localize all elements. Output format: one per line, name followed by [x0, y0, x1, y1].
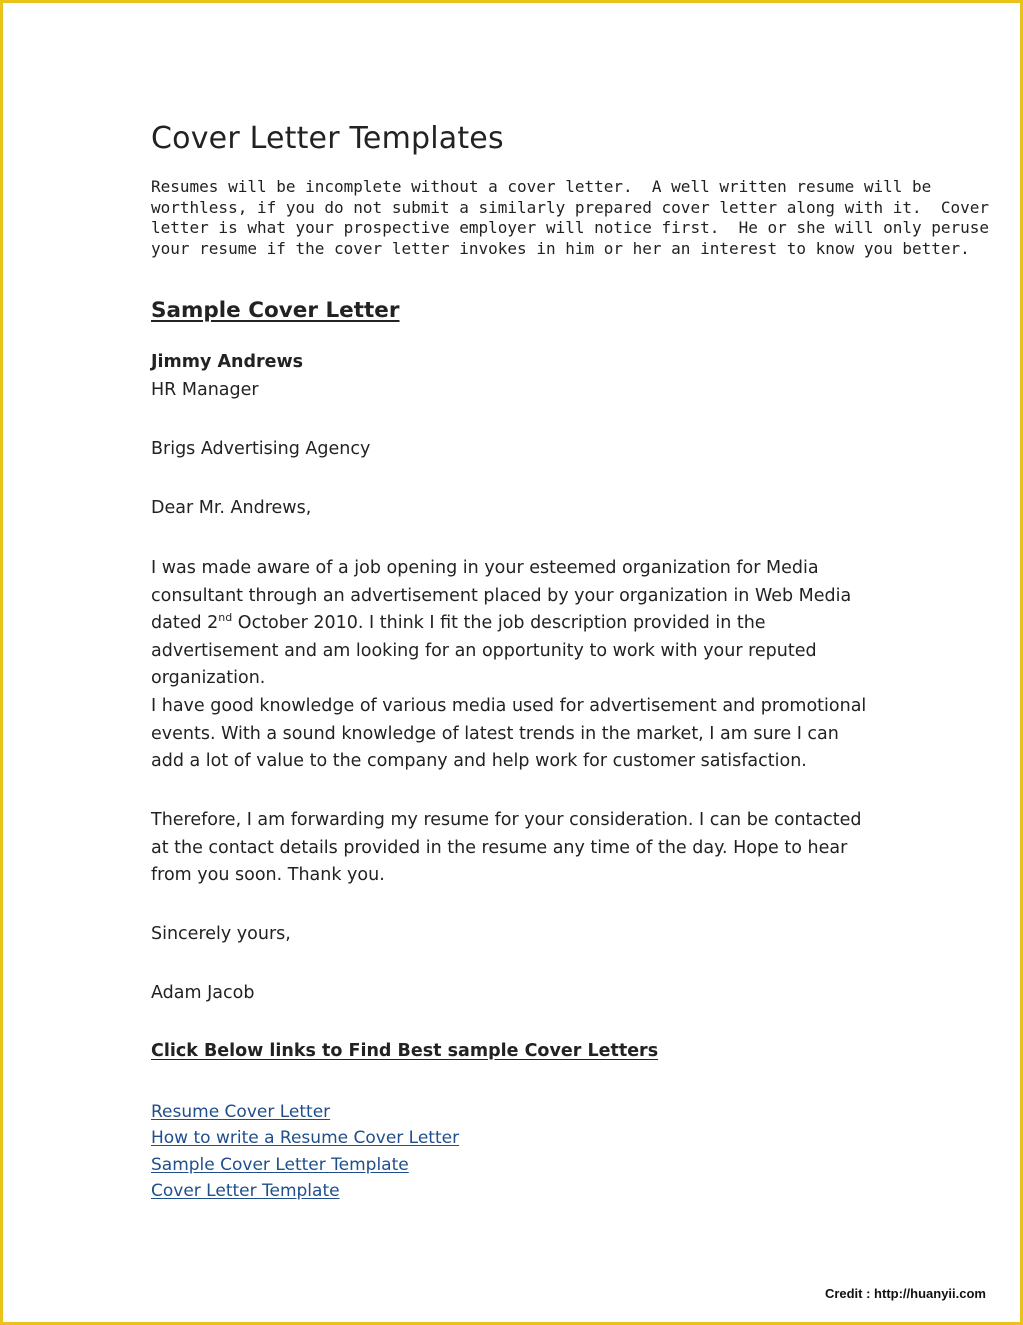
body-line: Therefore, I am forwarding my resume for your consideration. I can be contacted — [151, 810, 862, 830]
body-line: events. With a sound knowledge of latest trends in the market, I am sure I can — [151, 723, 839, 744]
link-resume-cover-letter[interactable]: Resume Cover Letter — [151, 1102, 331, 1122]
watermark — [45, 1269, 205, 1283]
list-item — [151, 1152, 459, 1178]
body-text: October 2010. I think I fit the job description provided in the — [232, 613, 766, 634]
body-line: advertisement and am looking for an opportunity to work with your reputed — [151, 640, 817, 661]
body-text: dated 2 — [151, 613, 219, 634]
body-line: from you soon. Thank you. — [151, 865, 385, 886]
body-line: I have good knowledge of various media used for advertisement and promotional — [151, 695, 867, 716]
intro-line: worthless, if you do not submit a similarly prepared cover letter along with it. Cover — [151, 197, 990, 217]
list-item — [151, 1099, 459, 1125]
body-paragraph-2 — [151, 807, 862, 890]
body-line: organization. — [151, 668, 266, 689]
link-cover-letter-template[interactable]: Cover Letter Template — [151, 1180, 340, 1201]
body-line — [151, 610, 866, 638]
recipient-name: Jimmy Andrews — [151, 352, 304, 372]
list-item — [151, 1125, 459, 1151]
company-name: Brigs Advertising Agency — [151, 439, 371, 459]
link-how-to-write-resume-cover-letter[interactable]: How to write a Resume Cover Letter — [151, 1128, 460, 1149]
link-sample-cover-letter-template[interactable]: Sample Cover Letter Template — [151, 1154, 409, 1175]
recipient-title: HR Manager — [151, 380, 259, 400]
closing: Sincerely yours, — [151, 924, 291, 944]
section-title: Sample Cover Letter — [151, 298, 400, 323]
body-line: add a lot of value to the company and help work for customer satisfaction. — [151, 751, 807, 772]
intro-line: your resume if the cover letter invokes in him or her an interest to know you better. — [151, 238, 970, 258]
intro-line: letter is what your prospective employer will notice first. He or she will only peruse — [151, 218, 990, 237]
links-heading: Click Below links to Find Best sample Cover Letters — [151, 1041, 659, 1061]
body-paragraph-1 — [151, 555, 866, 776]
body-line: consultant through an advertisement placed by your organization in Web Media — [151, 585, 852, 606]
ordinal-suffix: nd — [218, 611, 233, 625]
intro-paragraph — [151, 177, 989, 259]
document-title: Cover Letter Templates — [151, 121, 504, 156]
intro-line: Resumes will be incomplete without a cover letter. A well written resume will be — [151, 177, 932, 196]
link-list — [151, 1099, 459, 1204]
credit-label: Credit : http://huanyii.com — [821, 1285, 990, 1302]
body-line: at the contact details provided in the resume any time of the day. Hope to hear — [151, 837, 848, 858]
list-item — [151, 1178, 459, 1204]
signature: Adam Jacob — [151, 983, 255, 1003]
document-page — [3, 3, 1020, 1322]
salutation: Dear Mr. Andrews, — [151, 498, 312, 518]
body-line: I was made aware of a job opening in your esteemed organization for Media — [151, 558, 819, 578]
